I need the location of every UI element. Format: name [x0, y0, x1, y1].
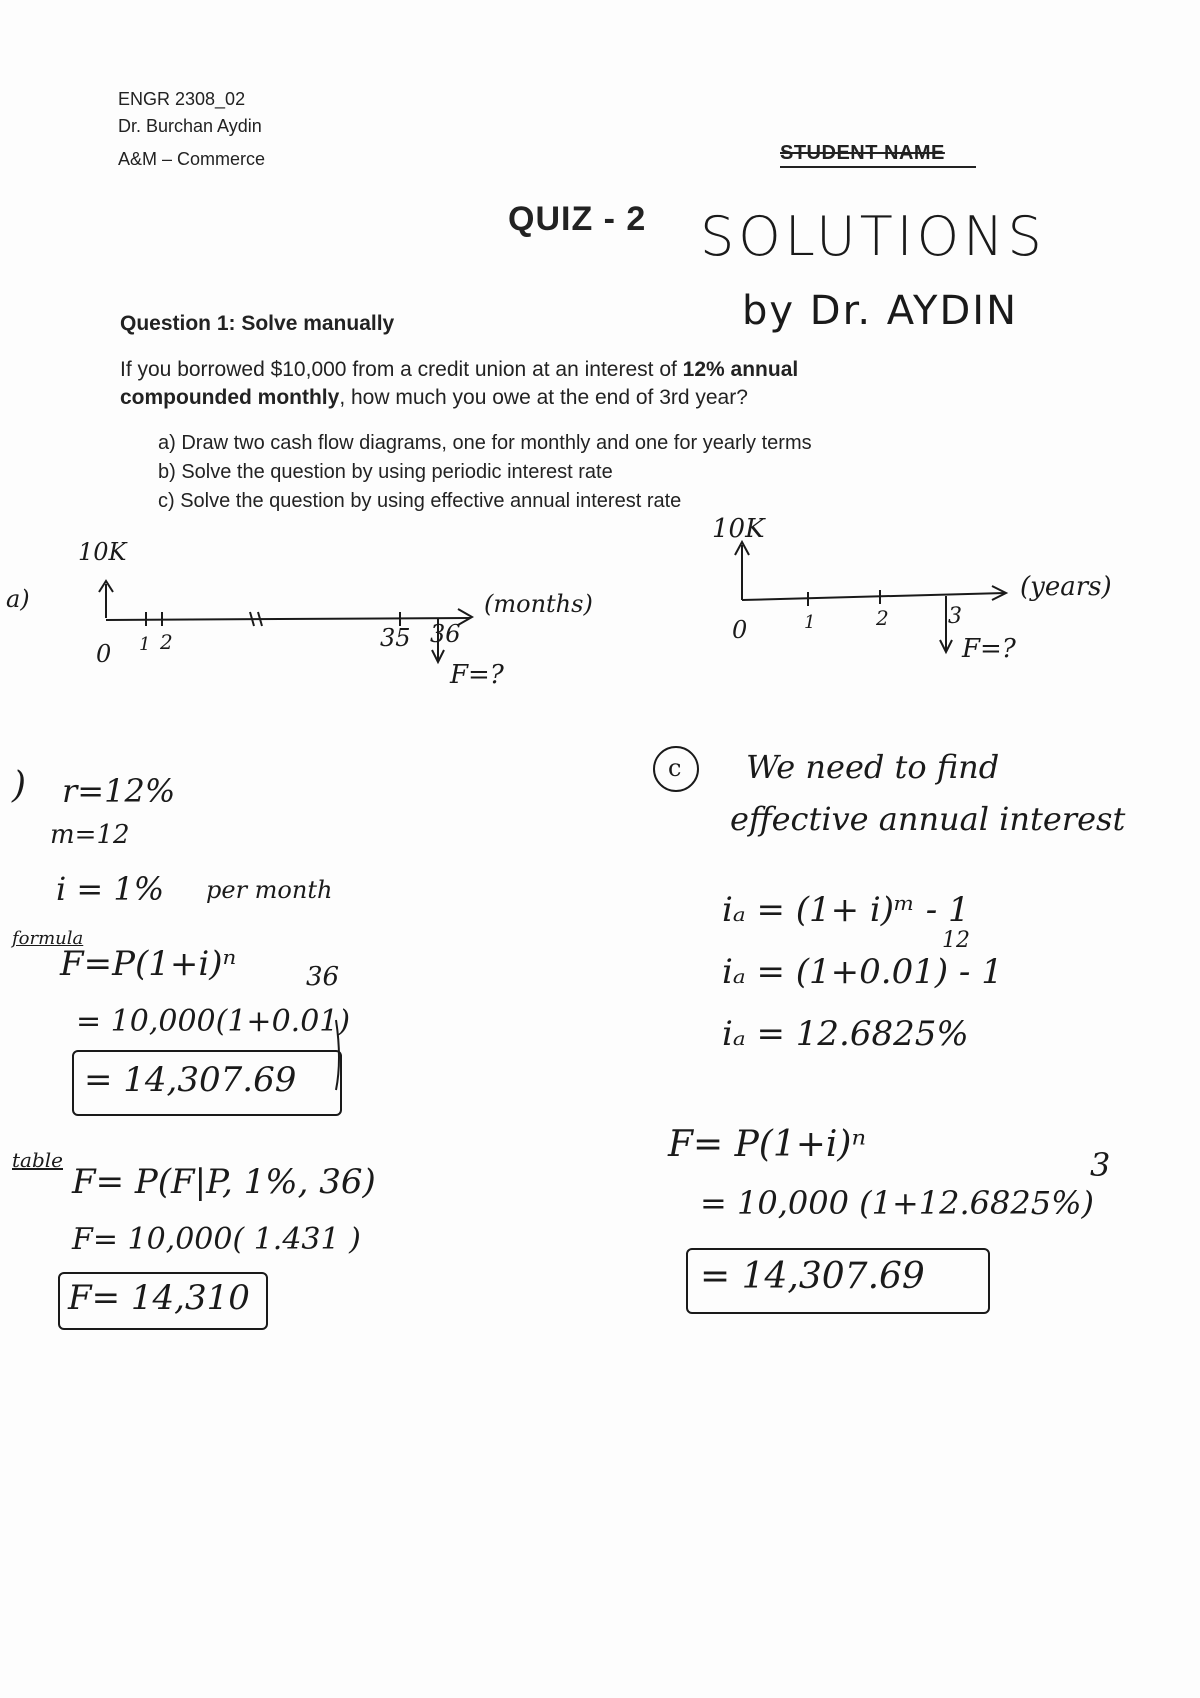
compounding-periods: m=12	[50, 820, 130, 850]
periodic-rate-unit: per month	[206, 876, 333, 904]
monthly-axis-label: (months)	[484, 590, 593, 618]
question-item-b: b) Solve the question by using periodic interest rate	[158, 461, 613, 483]
monthly-tick-label-1: 1	[139, 634, 151, 655]
question-bold-rate: 12% annual	[682, 358, 799, 381]
school-name: A&M – Commerce	[118, 149, 266, 169]
formula-exponent: 36	[306, 962, 340, 992]
solutions-author: by Dr. AYDIN	[742, 288, 1018, 334]
yearly-future-label: F=?	[962, 634, 1016, 664]
question-item-c: c) Solve the question by using effective annual interest rate	[158, 490, 682, 512]
compound-formula: F=P(1+i)ⁿ	[60, 944, 237, 984]
yearly-tick-label-0: 0	[732, 616, 748, 644]
effective-future-exponent: 3	[1090, 1146, 1111, 1184]
formula-tag: formula	[12, 928, 84, 949]
part-c-line-1: We need to find	[746, 748, 1000, 786]
effective-future-formula: F= P(1+i)ⁿ	[668, 1124, 867, 1165]
student-name-label: STUDENT NAME	[780, 142, 945, 164]
solutions-title: SOLUTIONS	[700, 205, 1046, 268]
yearly-axis-label: (years)	[1020, 572, 1112, 602]
yearly-time-axis	[742, 593, 1005, 600]
nominal-rate: r=12%	[62, 772, 176, 810]
effective-future-substitution: = 10,000 (1+12.6825%)	[700, 1184, 1094, 1222]
monthly-present-label: 10K	[78, 538, 127, 566]
monthly-tick-label-35: 35	[380, 624, 411, 652]
yearly-tick-label-3: 3	[948, 604, 962, 629]
part-b-marker: )	[12, 765, 27, 806]
effective-rate-formula: iₐ = (1+ i)ᵐ - 1	[722, 890, 970, 930]
question-text-1: If you borrowed $10,000 from a credit union at an interest of	[120, 358, 683, 381]
yearly-tick-label-2: 2	[876, 606, 889, 630]
table-substitution: F= 10,000( 1.431 )	[72, 1222, 361, 1257]
monthly-future-label: F=?	[450, 660, 504, 690]
monthly-tick-label-36: 36	[430, 620, 461, 648]
effective-rate-substitution: iₐ = (1+0.01) - 1	[722, 952, 1003, 992]
question-heading: Question 1: Solve manually	[120, 312, 395, 335]
part-c-line-2: effective annual interest	[730, 800, 1126, 838]
quiz-title: QUIZ - 2	[508, 200, 647, 238]
question-text-2: , how much you owe at the end of 3rd year?	[339, 386, 748, 409]
effective-rate-exponent: 12	[942, 928, 970, 953]
question-item-a: a) Draw two cash flow diagrams, one for monthly and one for yearly terms	[158, 432, 812, 454]
formula-result: = 14,307.69	[84, 1060, 297, 1100]
yearly-tick-label-1: 1	[804, 612, 816, 633]
question-bold-compounding: compounded monthly	[120, 386, 340, 409]
monthly-cash-flow-diagram	[99, 581, 472, 662]
course-code: ENGR 2308_02	[118, 89, 246, 109]
monthly-tick-label-2: 2	[160, 630, 173, 654]
monthly-tick-label-0: 0	[96, 640, 112, 668]
effective-future-result: = 14,307.69	[700, 1256, 925, 1297]
part-c-marker: c	[668, 754, 682, 782]
effective-rate-value: iₐ = 12.6825%	[722, 1014, 969, 1054]
instructor-name: Dr. Burchan Aydin	[118, 116, 262, 136]
part-a-marker: a)	[6, 585, 30, 613]
monthly-time-axis	[106, 618, 470, 620]
table-tag: table	[12, 1148, 63, 1172]
periodic-rate: i = 1%	[56, 870, 165, 908]
formula-substitution: = 10,000(1+0.01)	[76, 1004, 351, 1039]
table-formula: F= P(F|P, 1%, 36)	[72, 1162, 376, 1202]
yearly-present-label: 10K	[712, 514, 765, 544]
table-result: F= 14,310	[68, 1278, 250, 1318]
